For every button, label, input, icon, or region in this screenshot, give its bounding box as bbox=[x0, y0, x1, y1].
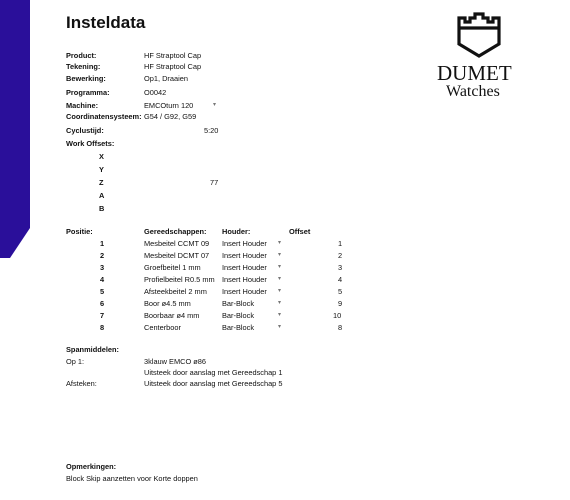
logo-sub: Watches bbox=[446, 83, 500, 100]
tool-offset: 9 bbox=[338, 299, 343, 308]
tool-pos: 1 bbox=[100, 239, 105, 248]
holder-dropdown-icon[interactable]: ▾ bbox=[278, 300, 282, 306]
axis-z-value: 77 bbox=[210, 178, 219, 187]
tool-name: Boorbaar ø4 mm bbox=[144, 311, 200, 320]
th-gereedschap: Gereedschappen: bbox=[144, 227, 207, 236]
tool-holder: Insert Houder bbox=[222, 287, 267, 296]
tool-holder: Bar-Block bbox=[222, 311, 255, 320]
tool-pos: 8 bbox=[100, 323, 105, 332]
holder-dropdown-icon[interactable]: ▾ bbox=[278, 276, 282, 282]
tool-name: Boor ø4.5 mm bbox=[144, 299, 191, 308]
value-machine: EMCOturn 120 bbox=[144, 101, 194, 110]
tool-offset: 3 bbox=[338, 263, 343, 272]
tool-pos: 2 bbox=[100, 251, 105, 260]
tool-holder: Insert Houder bbox=[222, 275, 267, 284]
tool-holder: Bar-Block bbox=[222, 299, 255, 308]
tool-offset: 2 bbox=[338, 251, 343, 260]
company-logo bbox=[436, 12, 520, 102]
holder-dropdown-icon[interactable]: ▾ bbox=[278, 252, 282, 258]
label-machine: Machine: bbox=[66, 101, 99, 110]
value-programma: O0042 bbox=[144, 88, 167, 97]
tool-pos: 4 bbox=[100, 275, 105, 284]
label-cyclustijd: Cyclustijd: bbox=[66, 126, 104, 135]
holder-dropdown-icon[interactable]: ▾ bbox=[278, 240, 282, 246]
value-cyclustijd: 5:20 bbox=[204, 126, 219, 135]
tool-pos: 7 bbox=[100, 311, 105, 320]
value-product: HF Straptool Cap bbox=[144, 51, 202, 60]
axis-y-label: Y bbox=[99, 165, 104, 174]
tool-offset: 5 bbox=[338, 287, 343, 296]
label-spanmiddelen: Spanmiddelen: bbox=[66, 345, 119, 354]
label-opmerkingen: Opmerkingen: bbox=[66, 462, 117, 471]
tool-offset: 10 bbox=[333, 311, 342, 320]
label-product: Product: bbox=[66, 51, 97, 60]
tool-name: Afsteekbeitel 2 mm bbox=[144, 287, 207, 296]
label-bewerking: Bewerking: bbox=[66, 74, 106, 83]
tool-offset: 4 bbox=[338, 275, 343, 284]
holder-dropdown-icon[interactable]: ▾ bbox=[278, 324, 282, 330]
th-offset: Offset bbox=[289, 227, 311, 236]
logo-brand: DUMET bbox=[437, 61, 512, 85]
tool-holder: Insert Houder bbox=[222, 263, 267, 272]
axis-z-label: Z bbox=[99, 178, 104, 187]
axis-b-label: B bbox=[99, 204, 105, 213]
value-tekening: HF Straptool Cap bbox=[144, 62, 202, 71]
tool-holder: Insert Houder bbox=[222, 239, 267, 248]
tool-name: Groefbeitel 1 mm bbox=[144, 263, 201, 272]
holder-dropdown-icon[interactable]: ▾ bbox=[278, 288, 282, 294]
machine-dropdown-icon[interactable]: ▾ bbox=[213, 102, 217, 108]
tool-pos: 5 bbox=[100, 287, 105, 296]
page-title: Insteldata bbox=[66, 13, 146, 32]
tool-name: Profielbeitel R0.5 mm bbox=[144, 275, 215, 284]
th-houder: Houder: bbox=[222, 227, 251, 236]
value-coordinatensysteem: G54 / G92, G59 bbox=[144, 112, 197, 121]
holder-dropdown-icon[interactable]: ▾ bbox=[278, 264, 282, 270]
value-op1-note: Uitsteek door aanslag met Gereedschap 1 bbox=[144, 368, 283, 377]
label-work-offsets: Work Offsets: bbox=[66, 139, 115, 148]
axis-a-label: A bbox=[99, 191, 105, 200]
th-positie: Positie: bbox=[66, 227, 93, 236]
tool-offset: 8 bbox=[338, 323, 343, 332]
tool-pos: 6 bbox=[100, 299, 105, 308]
label-afsteken: Afsteken: bbox=[66, 379, 97, 388]
holder-dropdown-icon[interactable]: ▾ bbox=[278, 312, 282, 318]
tool-offset: 1 bbox=[338, 239, 343, 248]
label-tekening: Tekening: bbox=[66, 62, 101, 71]
tool-name: Mesbeitel DCMT 07 bbox=[144, 251, 210, 260]
value-op1: 3klauw EMCO ø86 bbox=[144, 357, 207, 366]
value-bewerking: Op1, Draaien bbox=[144, 74, 188, 83]
tool-pos: 3 bbox=[100, 263, 105, 272]
tool-name: Mesbeitel CCMT 09 bbox=[144, 239, 210, 248]
tool-name: Centerboor bbox=[144, 323, 181, 332]
value-afsteken: Uitsteek door aanslag met Gereedschap 5 bbox=[144, 379, 283, 388]
text-opmerkingen: Block Skip aanzetten voor Korte doppen bbox=[66, 474, 198, 483]
side-band bbox=[0, 0, 30, 258]
tool-holder: Insert Houder bbox=[222, 251, 267, 260]
tool-holder: Bar-Block bbox=[222, 323, 255, 332]
axis-x-label: X bbox=[99, 152, 104, 161]
label-programma: Programma: bbox=[66, 88, 110, 97]
label-coordinatensysteem: Coordinatensysteem: bbox=[66, 112, 142, 121]
castle-icon bbox=[456, 12, 502, 58]
label-op1: Op 1: bbox=[66, 357, 85, 366]
